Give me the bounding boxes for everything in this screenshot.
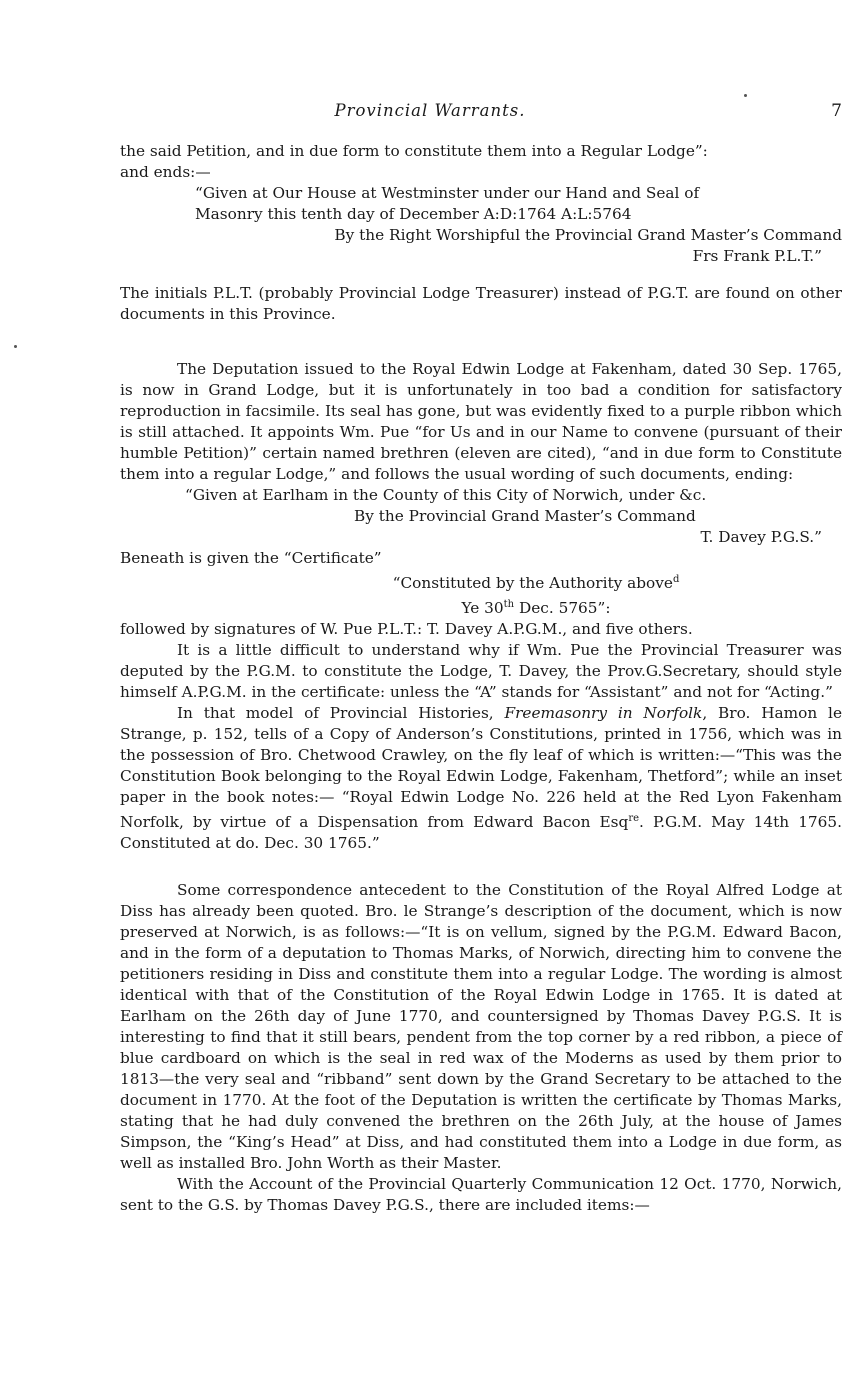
scan-speck-left bbox=[14, 345, 17, 348]
continuation-line: the said Petition, and in due form to constitute them into a Regular Lodge”: bbox=[120, 142, 708, 160]
paragraph-anderson: In that model of Provincial Histories, Freemasonry in Norfolk, Bro. Hamon le Strange, p. 152, tells of a Copy of Anderson’s Constitutions, printed in 1756, which was in the possession of Bro. Chetwood Crawley, on the fly leaf of which is written:—“This was the Constitution Book belonging to the Royal Edwin Lodge, Fakenham, Thetford”; while an inset paper in the book notes:— “Royal Edwin Lodge No. 226 held at the Red Lyon Fakenham Norfolk, by virtue of a Dispensation from Edward Bacon Esq$^{re}$. P.G.M. May 14th 1765. Constituted at do. Dec. 30 1765.” bbox=[120, 704, 842, 853]
certificate-date: Ye 30th Dec. 5765”: bbox=[461, 599, 611, 618]
scan-speck-top bbox=[744, 94, 747, 97]
quote-line: “Given at Our House at Westminster under our Hand and Seal of Masonry this tenth day of December A:D:1764 A:L:5764 bbox=[195, 184, 700, 223]
running-title: Provincial Warrants. bbox=[334, 101, 526, 120]
page-number: 7 bbox=[831, 101, 842, 121]
paragraph-difficulty: It is a little difficult to understand why if Wm. Pue the Provincial Treasurer was deputed by the P.G.M. to constitute the Lodge, T. Davey, the Prov.G.Secretary, should style himself A.P.G.M. in the certificate: unless the “A” stands for “Assistant” and not for “Acting.” bbox=[120, 641, 842, 702]
quote-line: By the Right Worshipful the Provincial Grand Master’s Command bbox=[334, 226, 842, 244]
certificate-line: “Constituted by the Authority above$^d$ bbox=[392, 574, 680, 593]
paragraph-signatures: followed by signatures of W. Pue P.L.T.: T. Davey A.P.G.M., and five others. bbox=[120, 620, 693, 639]
quote-line: By the Provincial Grand Master’s Command bbox=[354, 507, 696, 525]
continuation-line-end: and ends:— bbox=[120, 163, 211, 181]
book-title: Freemasonry in Norfolk bbox=[504, 704, 703, 723]
body-text bbox=[120, 141, 842, 1216]
quote-line: “Given at Earlham in the County of this City of Norwich, under &c. bbox=[185, 486, 707, 504]
quote-signature: Frs Frank P.L.T.” bbox=[692, 247, 822, 265]
paragraph-certificate-intro: Beneath is given the “Certificate” bbox=[120, 549, 382, 567]
paragraph-initials: The initials P.L.T. (probably Provincial Lodge Treasurer) instead of P.G.T. are found on other documents in this Province. bbox=[120, 284, 842, 323]
paragraph-deputation: The Deputation issued to the Royal Edwin Lodge at Fakenham, dated 30 Sep. 1765, is now in Grand Lodge, but it is unfortunately in too bad a condition for satisfactory reproduction in facsimile. Its seal has gone, but was evidently fixed to a purple ribbon which is still attached. It appoints Wm. Pue “for Us and in our Name to convene (pursuant of their humble Petition)” certain named brethren (eleven are cited), “and in due form to Constitute them into a regular Lodge,” and follows the usual wording of such documents, ending: bbox=[120, 360, 842, 483]
paragraph-royal-alfred: Some correspondence antecedent to the Constitution of the Royal Alfred Lodge at Diss has already been quoted. Bro. le Strange’s description of the document, which is now preserved at Norwich, is as follows:—“It is on vellum, signed by the P.G.M. Edward Bacon, and in the form of a deputation to Thomas Marks, of Norwich, directing him to convene the petitioners residing in Diss and constitute them into a regular Lodge. The wording is almost identical with that of the Constitution of the Royal Edwin Lodge in 1765. It is dated at Earlham on the 26th day of June 1770, and countersigned by Thomas Davey P.G.S. It is interesting to find that it still bears, pendent from the top corner by a red ribbon, a piece of blue cardboard on which is the seal in red wax of the Moderns as used by them prior to 1813—the very seal and “ribband” sent down by the Grand Secretary to be attached to the document in 1770. At the foot of the Deputation is written the certificate by Thomas Marks, stating that he had duly convened the brethren on the 26th July, at the house of James Simpson, the “King’s Head” at Diss, and had constituted them into a Lodge in due form, as well as installed Bro. John Worth as their Master. bbox=[120, 881, 842, 1173]
quote-earlham bbox=[120, 485, 842, 548]
quote-westminster bbox=[120, 183, 842, 267]
page-header bbox=[0, 101, 860, 125]
paragraph-quarterly-communication: With the Account of the Provincial Quarterly Communication 12 Oct. 1770, Norwich, sent to the G.S. by Thomas Davey P.G.S., there are included items:— bbox=[120, 1175, 842, 1215]
quote-signature: T. Davey P.G.S.” bbox=[700, 528, 822, 546]
